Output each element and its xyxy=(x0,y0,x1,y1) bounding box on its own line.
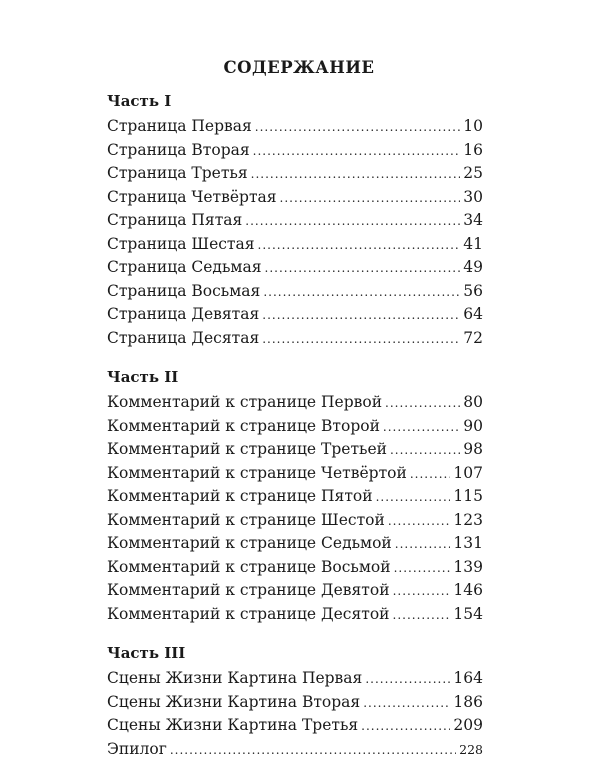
toc-entry-title: Комментарий к странице Четвёртой xyxy=(107,463,407,482)
toc-entry-page-number: 41 xyxy=(463,234,483,253)
toc-entry-title: Страница Третья xyxy=(107,164,248,182)
table-of-contents xyxy=(107,58,483,778)
toc-entry-title: Комментарий к странице Восьмой xyxy=(107,557,391,576)
toc-entry-title: Комментарий к странице Десятой xyxy=(107,604,390,623)
dot-leader xyxy=(390,439,460,463)
toc-entry-title: Комментарий к странице Девятой xyxy=(107,581,390,599)
toc-entry-page-number: 90 xyxy=(463,416,483,435)
dot-leader xyxy=(383,416,460,440)
part-1 xyxy=(107,91,483,350)
toc-entry-page-number: 56 xyxy=(463,281,483,300)
toc-entry xyxy=(107,186,483,210)
toc-entry-page-number: 64 xyxy=(463,305,483,323)
toc-entry-page-number: 123 xyxy=(453,510,483,529)
toc-entry xyxy=(107,233,483,257)
toc-entry-title: Страница Вторая xyxy=(107,140,250,159)
toc-entry-page-number: 164 xyxy=(453,669,483,687)
part-heading: Часть III xyxy=(107,644,186,662)
toc-entry-title: Страница Четвёртая xyxy=(107,187,277,206)
dot-leader xyxy=(263,281,460,305)
toc-entry xyxy=(107,579,483,603)
part-heading: Часть II xyxy=(107,368,179,386)
toc-entry xyxy=(107,509,483,533)
toc-entry-page-number: 131 xyxy=(453,534,483,552)
toc-entry xyxy=(107,256,483,280)
toc-entry-page-number: 186 xyxy=(453,692,483,711)
dot-leader xyxy=(170,739,456,763)
toc-entry-page-number: 34 xyxy=(463,211,483,229)
dot-leader xyxy=(393,580,451,604)
toc-entry xyxy=(107,280,483,304)
toc-entry-page-number: 30 xyxy=(463,187,483,206)
dot-leader xyxy=(385,392,460,416)
toc-entry-title: Страница Восьмая xyxy=(107,281,261,300)
toc-entry-page-number: 10 xyxy=(463,117,483,135)
dot-leader xyxy=(245,210,460,234)
toc-entry-page-number: 107 xyxy=(453,463,483,482)
page-title: СОДЕРЖАНИЕ xyxy=(223,58,375,77)
dot-leader xyxy=(394,557,451,581)
toc-entry-page-number: 154 xyxy=(453,604,483,623)
dot-leader xyxy=(262,304,460,328)
dot-leader xyxy=(395,533,451,557)
dot-leader xyxy=(265,257,461,281)
toc-entry-page-number: 209 xyxy=(453,716,483,734)
dot-leader xyxy=(388,510,451,534)
toc-entry xyxy=(107,209,483,233)
toc-entry-title: Страница Десятая xyxy=(107,328,260,347)
toc-entry-title: Комментарий к странице Первой xyxy=(107,393,383,411)
toc-entry-title: Эпилог xyxy=(107,739,167,758)
toc-entry xyxy=(107,438,483,462)
toc-entry-title: Страница Девятая xyxy=(107,305,260,323)
toc-entry-title: Комментарий к странице Второй xyxy=(107,416,380,435)
toc-entry-title: Сцены Жизни Картина Третья xyxy=(107,716,359,734)
toc-entry xyxy=(107,738,483,762)
toc-entries xyxy=(107,115,483,350)
toc-entry-title: Страница Первая xyxy=(107,117,252,135)
toc-entry-title: Сцены Жизни Картина Первая xyxy=(107,669,363,687)
dot-leader xyxy=(262,328,460,352)
toc-entry xyxy=(107,714,483,738)
toc-entry xyxy=(107,485,483,509)
toc-entry xyxy=(107,691,483,715)
toc-entry xyxy=(107,391,483,415)
part-2 xyxy=(107,367,483,626)
dot-leader xyxy=(361,715,450,739)
toc-entry-page-number: 139 xyxy=(453,557,483,576)
toc-entry xyxy=(107,556,483,580)
dot-leader xyxy=(253,140,461,164)
dot-leader xyxy=(255,116,461,140)
toc-entry-title: Страница Седьмая xyxy=(107,258,262,276)
dot-leader xyxy=(258,234,461,258)
toc-entry-title: Страница Шестая xyxy=(107,234,255,253)
toc-entry-page-number: 25 xyxy=(463,164,483,182)
toc-entry-page-number: 72 xyxy=(463,328,483,347)
toc-entry xyxy=(107,415,483,439)
toc-entry xyxy=(107,462,483,486)
dot-leader xyxy=(365,668,450,692)
toc-entry-page-number: 146 xyxy=(453,581,483,599)
part-heading: Часть I xyxy=(107,92,172,110)
toc-entry-page-number: 16 xyxy=(463,140,483,159)
dot-leader xyxy=(393,604,451,628)
toc-entry-page-number: 98 xyxy=(463,440,483,458)
toc-entry-title: Комментарий к странице Третьей xyxy=(107,440,387,458)
toc-entry-title: Страница Пятая xyxy=(107,211,243,229)
toc-entry xyxy=(107,667,483,691)
toc-entry xyxy=(107,603,483,627)
toc-entry-page-number: 49 xyxy=(463,258,483,276)
dot-leader xyxy=(363,692,450,716)
toc-entry xyxy=(107,327,483,351)
toc-entry-page-number: 115 xyxy=(453,487,483,505)
toc-entry xyxy=(107,139,483,163)
dot-leader xyxy=(410,463,451,487)
toc-entry xyxy=(107,115,483,139)
toc-entry-title: Комментарий к странице Седьмой xyxy=(107,534,392,552)
dot-leader xyxy=(280,187,461,211)
dot-leader xyxy=(376,486,451,510)
part-3 xyxy=(107,643,483,761)
toc-entry xyxy=(107,532,483,556)
toc-entry-page-number: 228 xyxy=(459,741,483,757)
toc-entries xyxy=(107,391,483,626)
toc-entry-title: Сцены Жизни Картина Вторая xyxy=(107,692,361,711)
toc-entries xyxy=(107,667,483,761)
toc-entry xyxy=(107,162,483,186)
dot-leader xyxy=(251,163,461,187)
toc-entry-title: Комментарий к странице Шестой xyxy=(107,510,385,529)
toc-entry-page-number: 80 xyxy=(463,393,483,411)
toc-entry xyxy=(107,303,483,327)
toc-entry-title: Комментарий к странице Пятой xyxy=(107,487,373,505)
